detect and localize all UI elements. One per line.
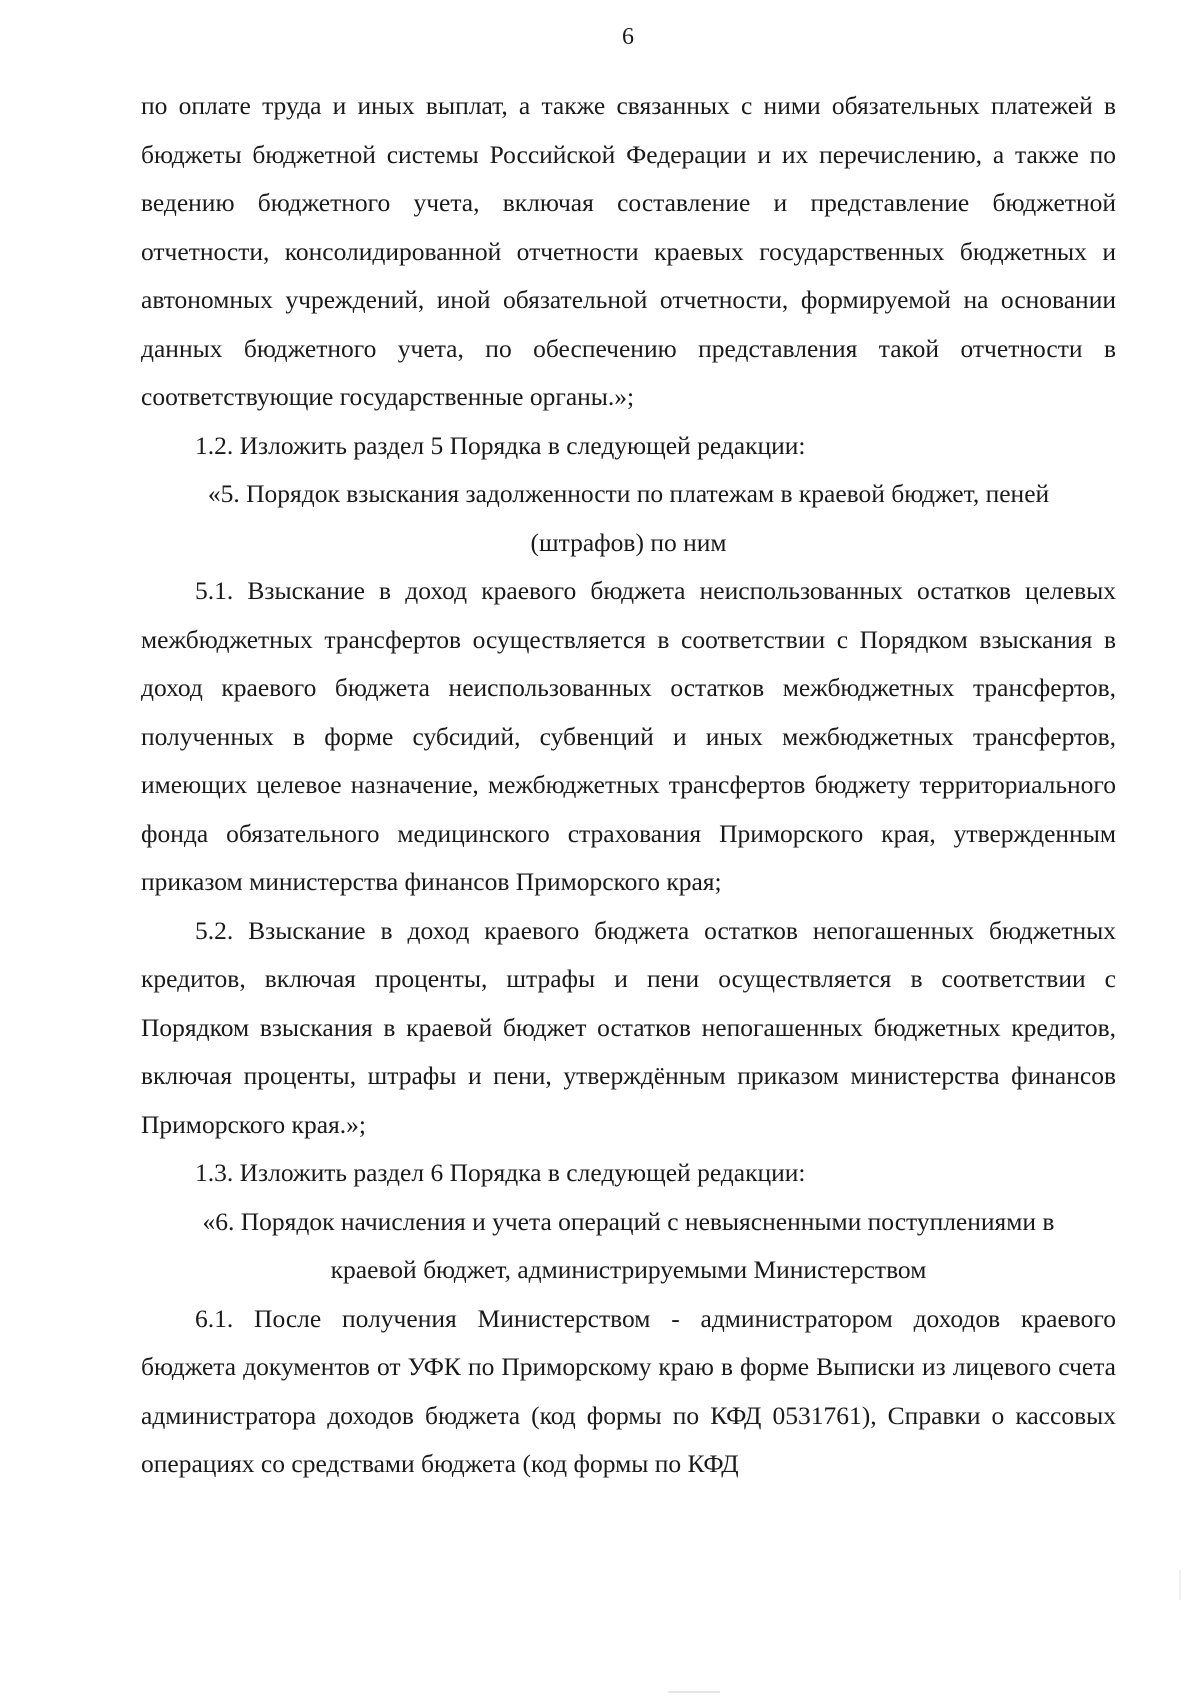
section-6-heading: «6. Порядок начисления и учета операций с невыясненными поступлениями в краевой бюджет, администрируемыми Министерством	[202, 1206, 1055, 1284]
paragraph-item-1-2: 1.2. Изложить раздел 5 Порядка в следующей редакции:	[195, 430, 806, 460]
document-body	[141, 82, 1116, 1489]
paragraph-item-1-3: 1.3. Изложить раздел 6 Порядка в следующей редакции:	[195, 1158, 806, 1187]
section-5-heading: «5. Порядок взыскания задолженности по платежам в краевой бюджет, пеней (штрафов) по ним	[207, 479, 1050, 557]
paragraph-item-6-1: 6.1. После получения Министерством - администратором доходов краевого бюджета документов от УФК по Приморскому краю в форме Выписки из лицевого счета администратора доходов бюджета (код формы по КФД 0531761), Справки о кассовых операциях со средствами бюджета (код формы по КФД	[141, 1303, 1116, 1478]
paragraph-item-5-1: 5.1. Взыскание в доход краевого бюджета неиспользованных остатков целевых межбюджетных трансфертов осуществляется в соответствии с Порядком взыскания в доход краевого бюджета неиспользованных остатков межбюджетных трансфертов, полученных в форме субсидий, субвенций и иных межбюджетных трансфертов, имеющих целевое назначение, межбюджетных трансфертов бюджету территориального фонда обязательного медицинского страхования Приморского края, утвержденным приказом министерства финансов Приморского края;	[141, 576, 1116, 896]
paragraph-item-5-2: 5.2. Взыскание в доход краевого бюджета остатков непогашенных бюджетных кредитов, включая проценты, штрафы и пени осуществляется в соответствии с Порядком взыскания в краевой бюджет остатков непогашенных бюджетных кредитов, включая проценты, штрафы и пени, утверждённым приказом министерства финансов Приморского края.»;	[141, 915, 1116, 1139]
page-number: 6	[622, 24, 634, 50]
paragraph-continuation: по оплате труда и иных выплат, а также связанных с ними обязательных платежей в бюджеты бюджетной системы Российской Федерации и их перечислению, а также по ведению бюджетного учета, включая составление и представление бюджетной отчетности, консолидированной отчетности краевых государственных бюджетных и автономных учреждений, иной обязательной отчетности, формируемой на основании данных бюджетного учета, по обеспечению представления такой отчетности в соответствующие государственные органы.»;	[141, 91, 1116, 411]
